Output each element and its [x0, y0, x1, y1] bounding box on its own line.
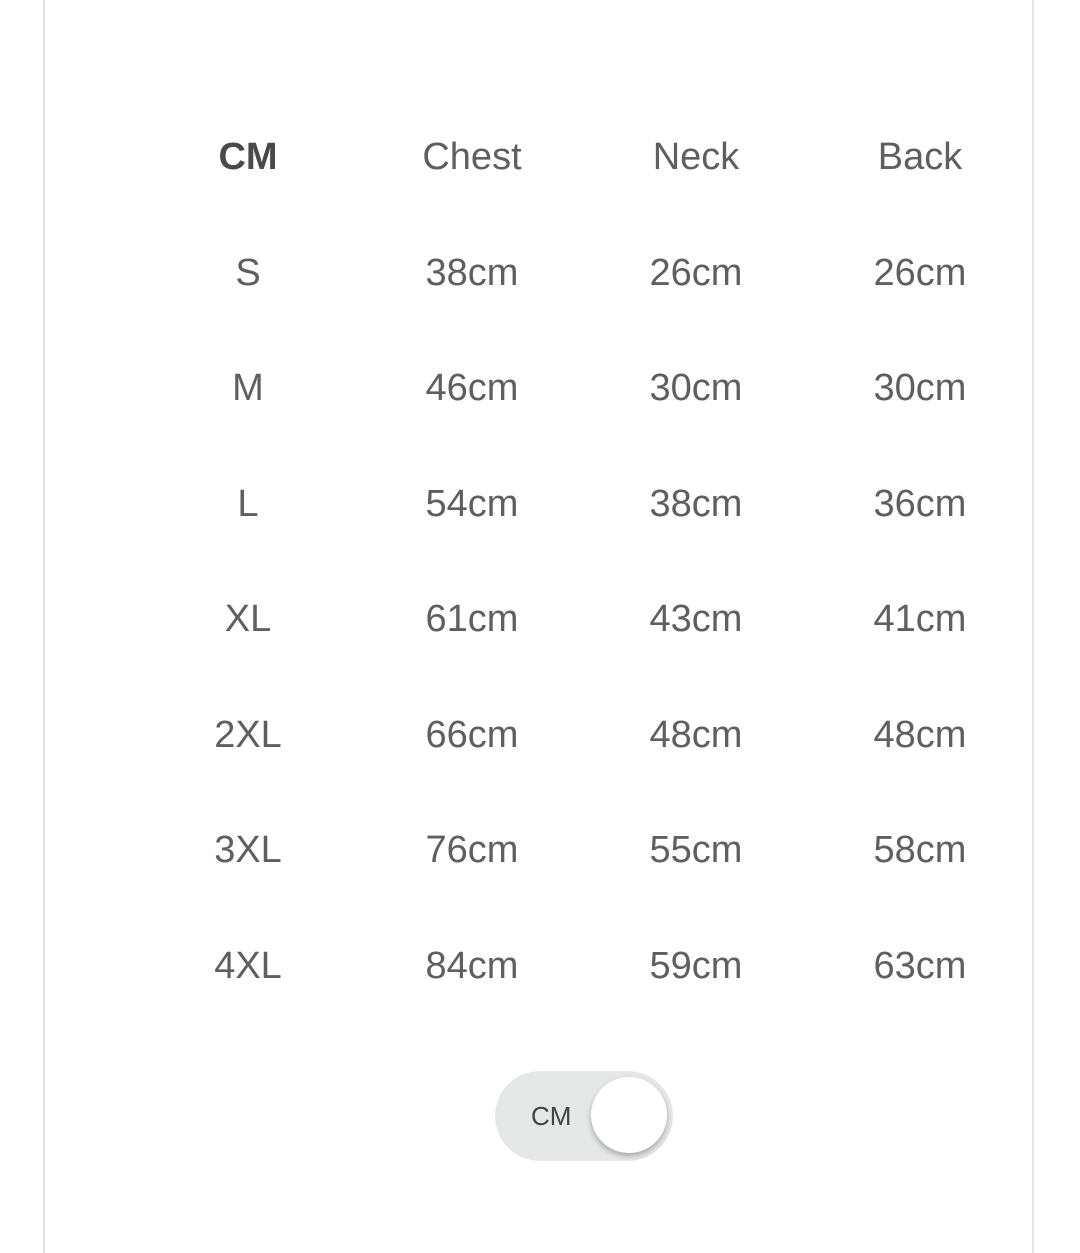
neck-cell: 43cm: [649, 598, 743, 641]
table-row: [136, 447, 1032, 563]
size-cell: S: [235, 251, 261, 294]
back-cell: 30cm: [873, 367, 967, 410]
chest-cell: 54cm: [425, 482, 519, 525]
back-cell: 41cm: [873, 598, 967, 641]
table-header-row: [136, 100, 1032, 216]
neck-cell: 26cm: [649, 251, 743, 294]
back-cell: 36cm: [873, 482, 967, 525]
neck-cell: 55cm: [649, 829, 743, 872]
unit-toggle-switch[interactable]: [495, 1071, 673, 1161]
chest-cell: 76cm: [425, 829, 519, 872]
chest-cell: 38cm: [425, 251, 519, 294]
size-chart-table: [136, 100, 1032, 1024]
size-cell: 4XL: [214, 944, 282, 987]
size-cell: 2XL: [214, 713, 282, 756]
chest-column-header: Chest: [422, 136, 522, 179]
chest-cell: 46cm: [425, 367, 519, 410]
size-chart-panel: [43, 0, 1034, 1253]
neck-cell: 59cm: [649, 944, 743, 987]
unit-column-header: CM: [218, 136, 278, 179]
back-cell: 26cm: [873, 251, 967, 294]
table-row: [136, 793, 1032, 909]
table-row: [136, 909, 1032, 1025]
size-cell: XL: [224, 598, 272, 641]
table-row: [136, 562, 1032, 678]
size-cell: L: [237, 482, 259, 525]
back-cell: 58cm: [873, 829, 967, 872]
table-row: [136, 678, 1032, 794]
back-cell: 63cm: [873, 944, 967, 987]
neck-column-header: Neck: [652, 136, 740, 179]
chest-cell: 61cm: [425, 598, 519, 641]
toggle-knob[interactable]: [591, 1077, 667, 1153]
size-cell: 3XL: [214, 829, 282, 872]
back-cell: 48cm: [873, 713, 967, 756]
neck-cell: 30cm: [649, 367, 743, 410]
chest-cell: 66cm: [425, 713, 519, 756]
neck-cell: 48cm: [649, 713, 743, 756]
back-column-header: Back: [877, 136, 963, 179]
unit-toggle-label: CM: [531, 1101, 572, 1131]
neck-cell: 38cm: [649, 482, 743, 525]
size-cell: M: [232, 367, 264, 410]
table-row: [136, 216, 1032, 332]
table-row: [136, 331, 1032, 447]
chest-cell: 84cm: [425, 944, 519, 987]
